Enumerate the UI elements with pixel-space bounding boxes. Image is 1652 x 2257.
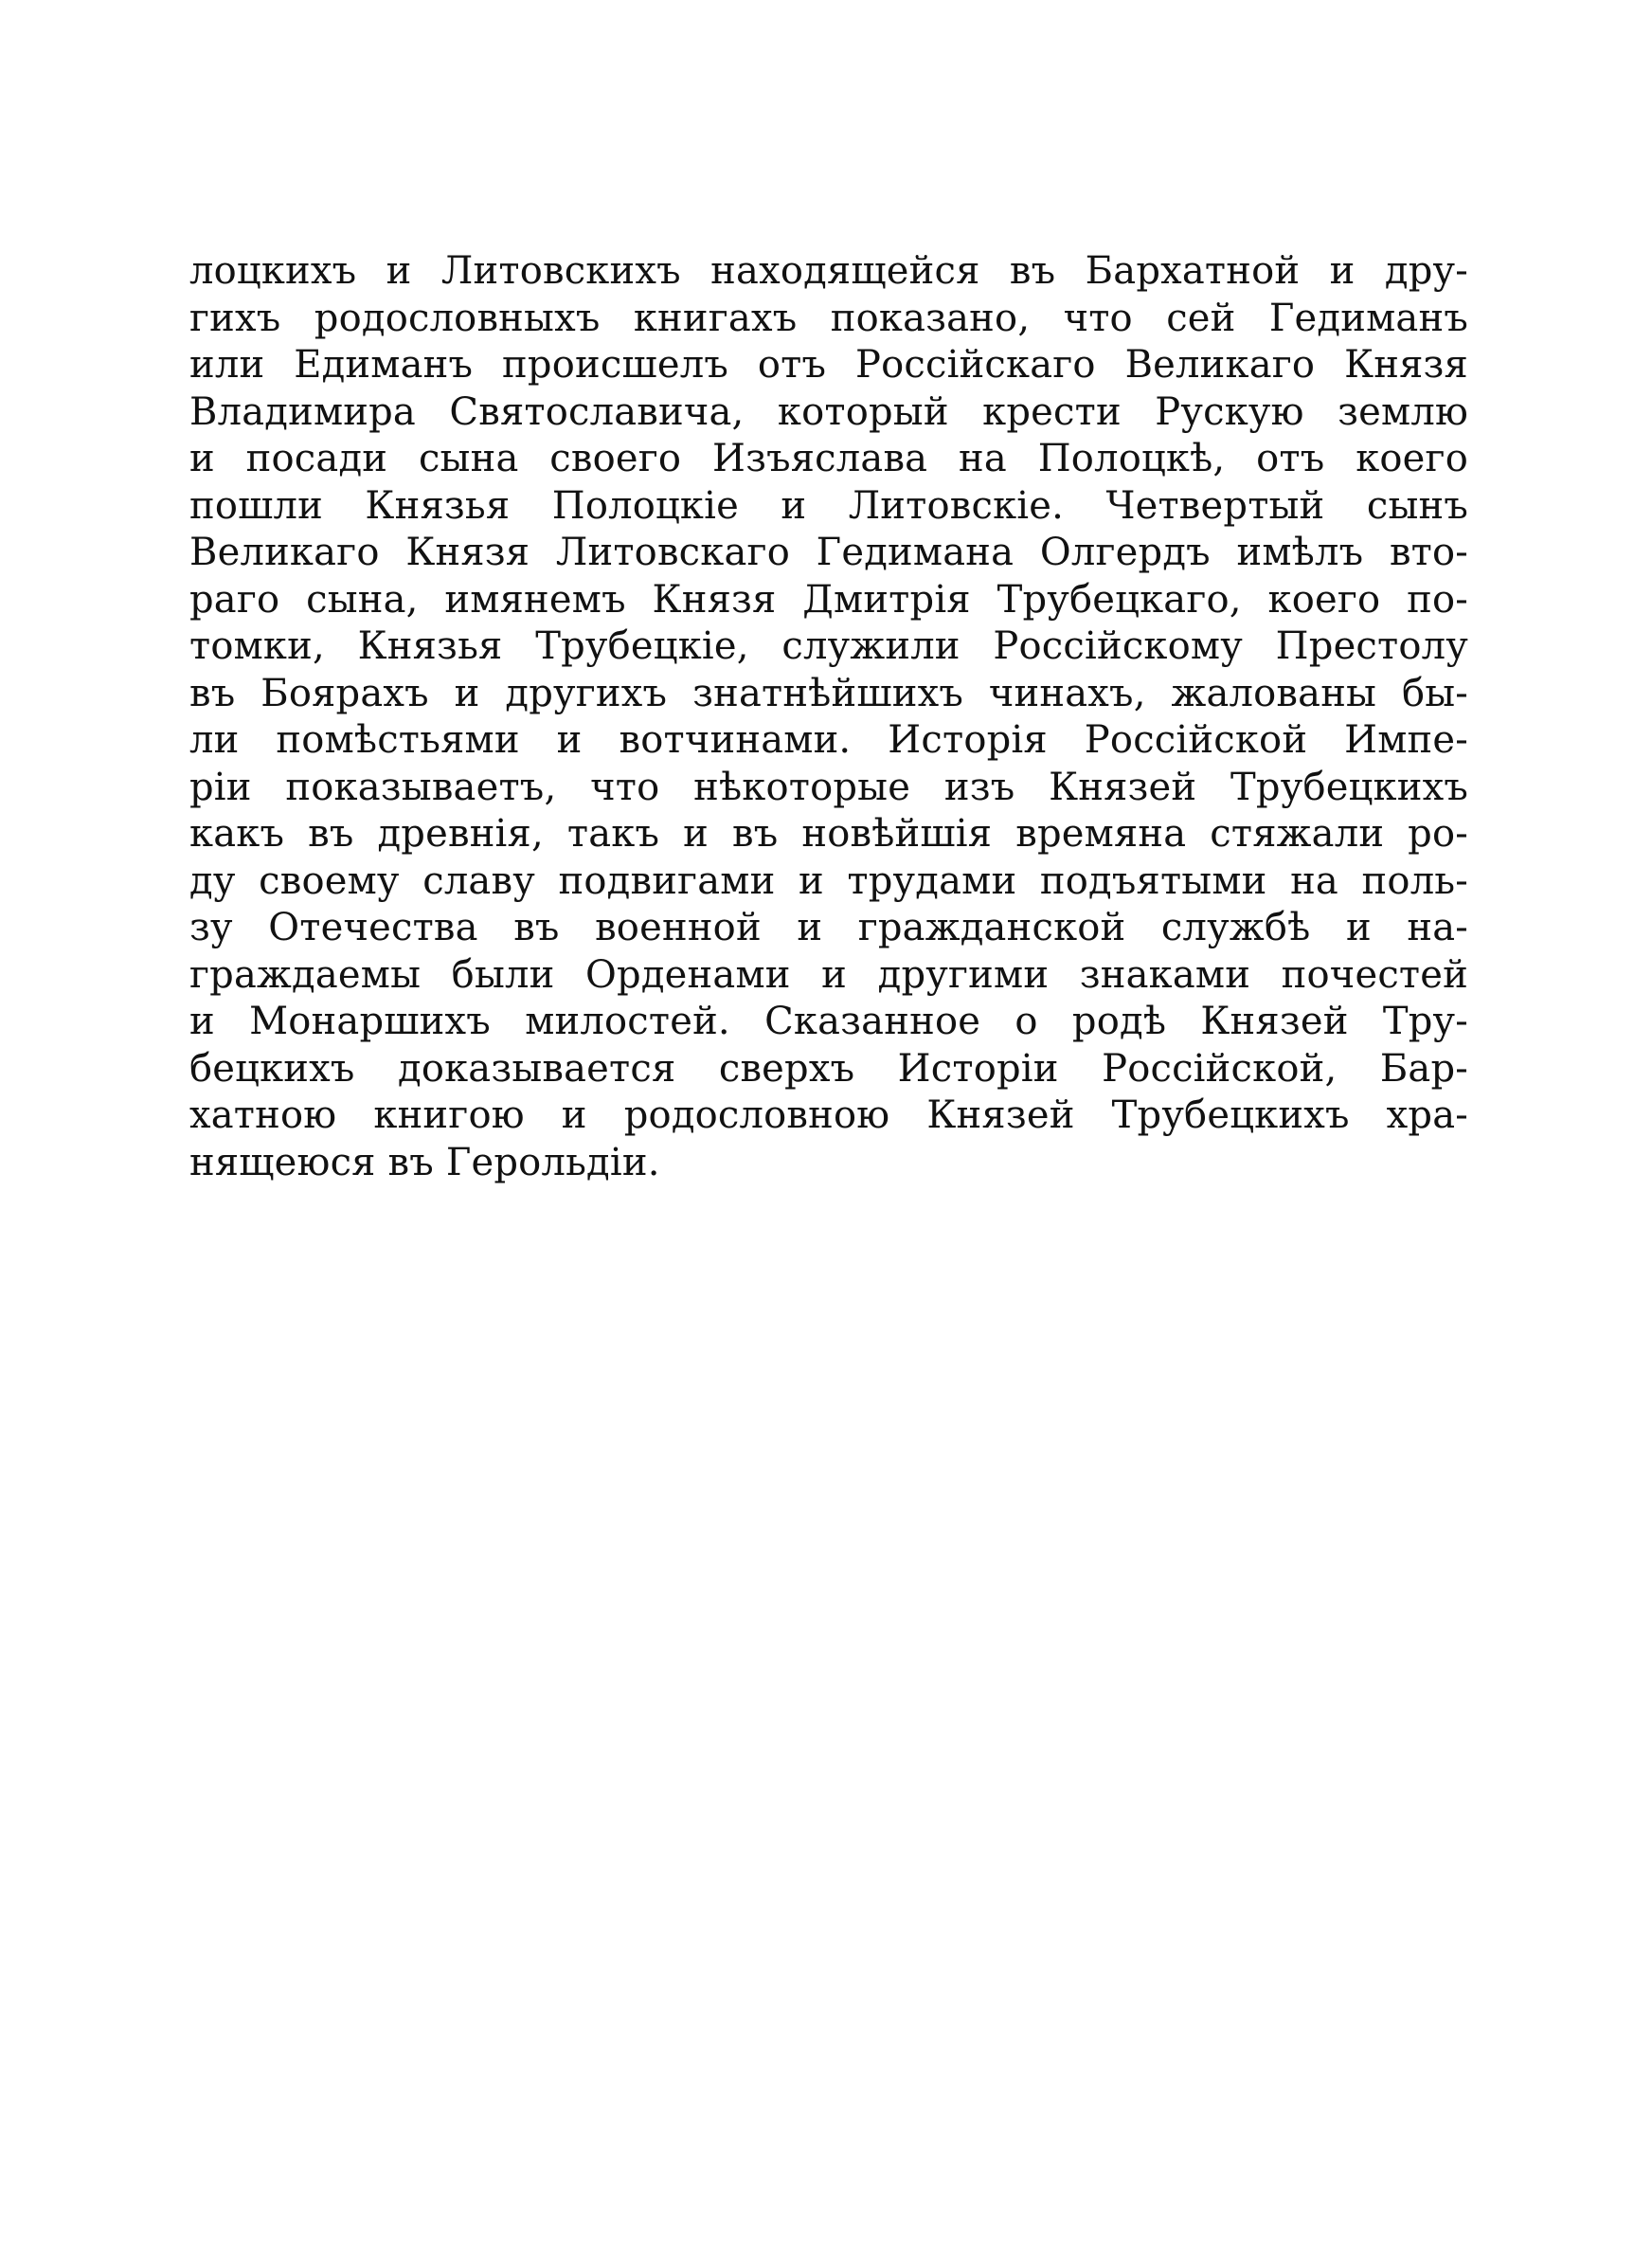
text-line: какъ въ древнія, такъ и въ новѣйшія времяна стяжали ро- <box>189 812 1468 856</box>
text-line: раго сына, имянемъ Князя Дмитрія Трубецкаго, коего по- <box>189 577 1468 622</box>
text-line: ріи показываетъ, что нѣкоторые изъ Князей Трубецкихъ <box>189 765 1468 809</box>
text-line: пошли Князья Полоцкіе и Литовскіе. Четвертый сынъ <box>189 483 1468 528</box>
text-line: и Монаршихъ милостей. Сказанное о родѣ Князей Тру- <box>189 1000 1468 1043</box>
body-text <box>189 248 1468 1186</box>
text-line: или Едиманъ происшелъ отъ Россійскаго Великаго Князя <box>189 343 1468 387</box>
text-line: хатною книгою и родословною Князей Трубецкихъ хра- <box>189 1093 1468 1137</box>
text-line: Владимира Святославича, который крести Рускую землю <box>189 389 1468 434</box>
text-line: лоцкихъ и Литовскихъ находящейся въ Бархатной и дру- <box>189 249 1468 293</box>
text-line: бецкихъ доказывается сверхъ Исторіи Россійской, Бар- <box>189 1046 1468 1091</box>
text-line: Великаго Князя Литовскаго Гедимана Олгердъ имѣлъ вто- <box>189 531 1468 574</box>
text-line: ли помѣстьями и вотчинами. Исторія Россійской Импе- <box>189 718 1468 762</box>
text-line-last: нящеюся въ Герольдіи. <box>189 1140 660 1184</box>
text-line: въ Боярахъ и другихъ знатнѣйшихъ чинахъ, жалованы бы- <box>189 671 1468 715</box>
text-line: и посади сына своего Изъяслава на Полоцкѣ, отъ коего <box>189 437 1468 480</box>
text-line: томки, Князья Трубецкіе, служили Россійскому Престолу <box>189 624 1468 668</box>
text-line: граждаемы были Орденами и другими знаками почестей <box>189 952 1468 997</box>
text-line: зу Отечества въ военной и гражданской службѣ и на- <box>189 906 1468 949</box>
text-line: ду своему славу подвигами и трудами подъятыми на поль- <box>189 858 1468 903</box>
text-line: гихъ родословныхъ книгахъ показано, что сей Гедиманъ <box>189 296 1468 340</box>
